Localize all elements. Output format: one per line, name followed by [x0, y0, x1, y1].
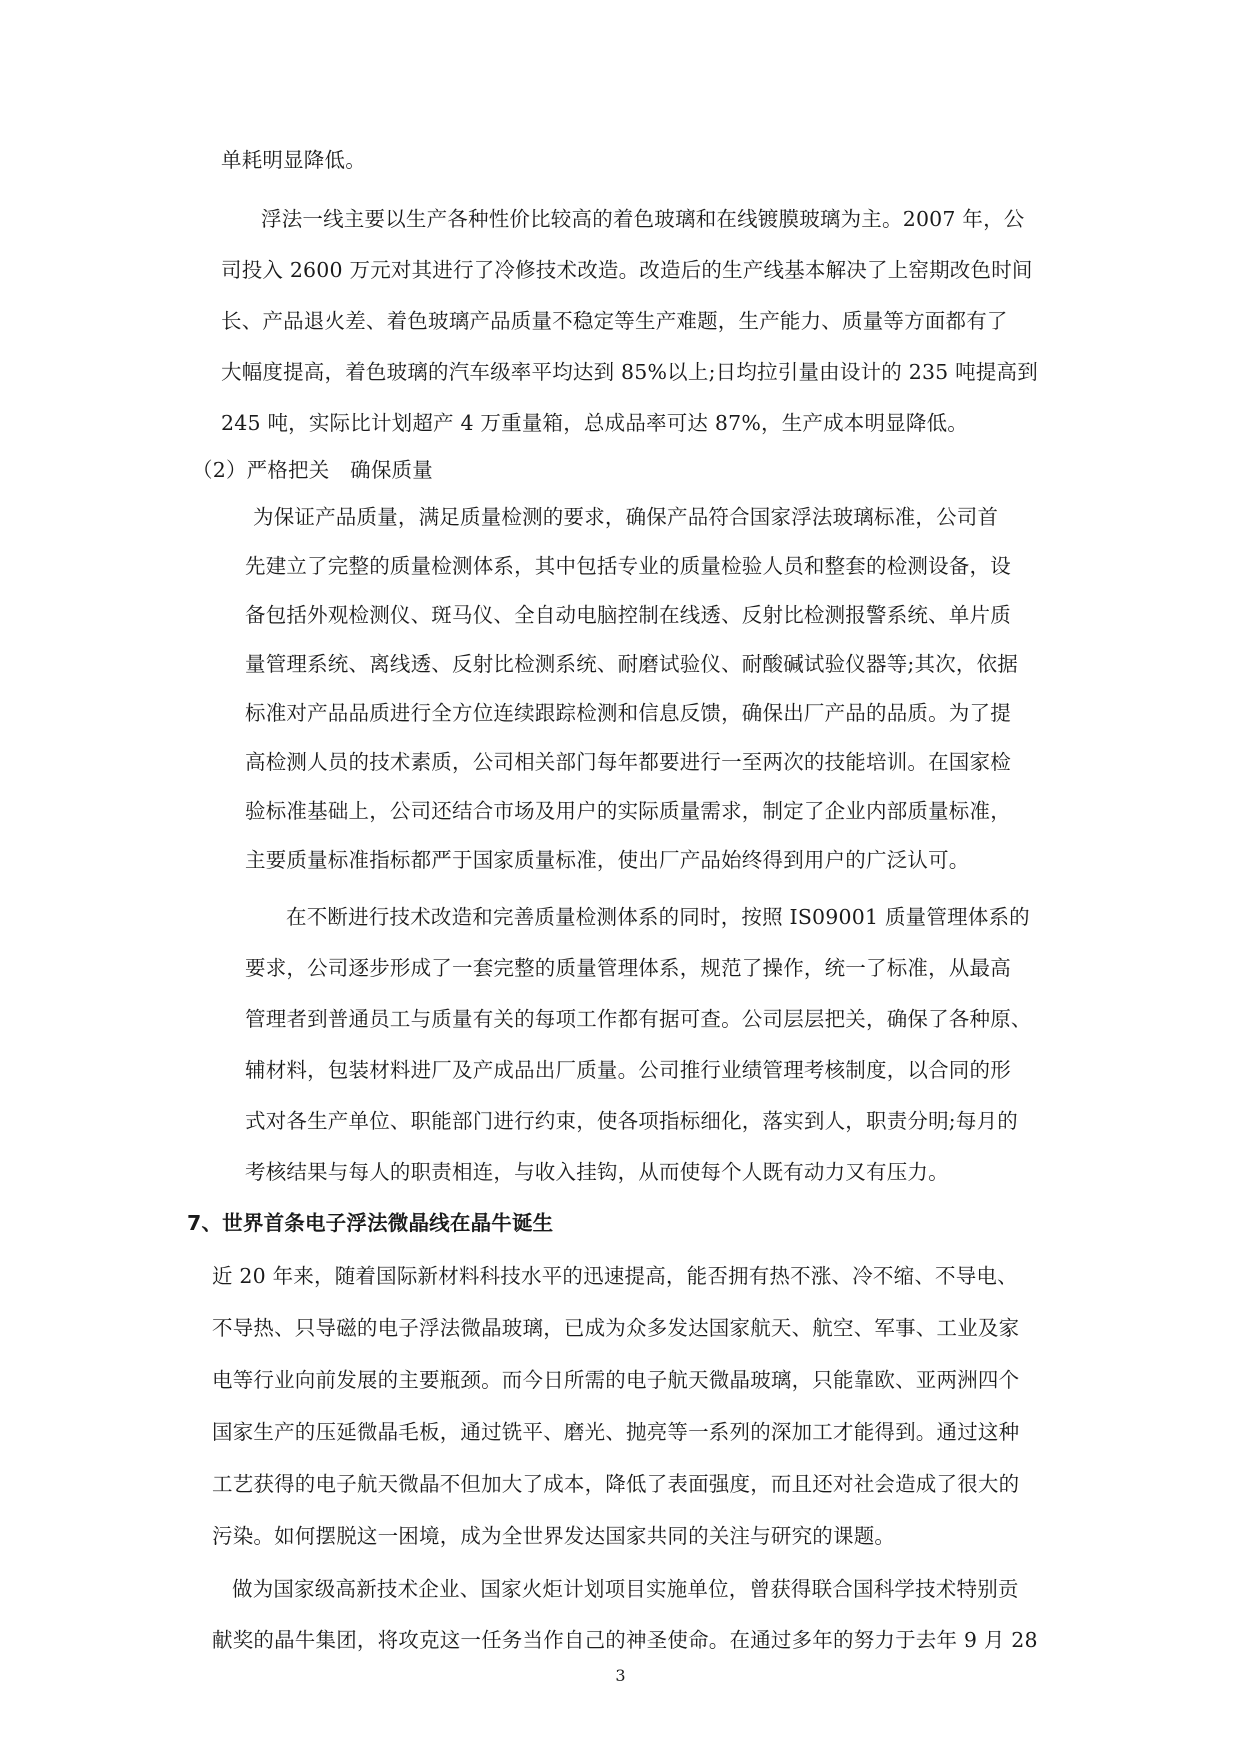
- text-line: 近 20 年来，随着国际新材料科技水平的迅速提高，能否拥有热不涨、冷不缩、不导电、: [212, 1264, 1018, 1288]
- text-line: 量管理系统、离线透、反射比检测系统、耐磨试验仪、耐酸碱试验仪器等;其次，依据: [245, 652, 1019, 676]
- text-line: 污染。如何摆脱这一困境，成为全世界发达国家共同的关注与研究的课题。: [212, 1524, 896, 1548]
- text-line: 主要质量标准指标都严于国家质量标准，使出厂产品始终得到用户的广泛认可。: [245, 848, 970, 872]
- text-line: 高检测人员的技术素质，公司相关部门每年都要进行一至两次的技能培训。在国家检: [245, 750, 1011, 774]
- text-line: 不导热、只导磁的电子浮法微晶玻璃，已成为众多发达国家航天、航空、军事、工业及家: [212, 1316, 1020, 1340]
- text-line: 国家生产的压延微晶毛板，通过铣平、磨光、抛亮等一系列的深加工才能得到。通过这种: [212, 1420, 1020, 1444]
- text-line: 标准对产品品质进行全方位连续跟踪检测和信息反馈，确保出厂产品的品质。为了提: [245, 701, 1011, 725]
- text-line: 验标准基础上，公司还结合市场及用户的实际质量需求，制定了企业内部质量标准，: [245, 799, 1011, 823]
- text-line: 245 吨，实际比计划超产 4 万重量箱，总成品率可达 87%，生产成本明显降低。: [221, 411, 968, 435]
- text-line: 单耗明显降低。: [221, 148, 366, 172]
- text-line: 大幅度提高，着色玻璃的汽车级率平均达到 85%以上;日均拉引量由设计的 235 吨提高到: [221, 360, 1038, 384]
- text-line: 电等行业向前发展的主要瓶颈。而今日所需的电子航天微晶玻璃，只能靠欧、亚两洲四个: [212, 1368, 1020, 1392]
- text-line: 先建立了完整的质量检测体系，其中包括专业的质量检验人员和整套的检测设备，设: [245, 554, 1011, 578]
- text-line: 为保证产品质量，满足质量检测的要求，确保产品符合国家浮法玻璃标准，公司首: [253, 505, 999, 529]
- text-line: 要求，公司逐步形成了一套完整的质量管理体系，规范了操作，统一了标准，从最高: [245, 956, 1011, 980]
- text-line: 献奖的晶牛集团，将攻克这一任务当作自己的神圣使命。在通过多年的努力于去年 9 月 28: [212, 1628, 1038, 1652]
- text-line: 辅材料，包装材料进厂及产成品出厂质量。公司推行业绩管理考核制度，以合同的形: [245, 1058, 1011, 1082]
- text-line: 司投入 2600 万元对其进行了冷修技术改造。改造后的生产线基本解决了上窑期改色时间: [221, 258, 1033, 282]
- text-line: 式对各生产单位、职能部门进行约束，使各项指标细化，落实到人，职责分明;每月的: [245, 1109, 1019, 1133]
- text-line: 做为国家级高新技术企业、国家火炬计划项目实施单位，曾获得联合国科学技术特别贡: [232, 1577, 1019, 1601]
- text-line: 在不断进行技术改造和完善质量检测体系的同时，按照 IS09001 质量管理体系的: [286, 905, 1030, 929]
- page-number: 3: [615, 1666, 626, 1685]
- text-line: 工艺获得的电子航天微晶不但加大了成本，降低了表面强度，而且还对社会造成了很大的: [212, 1472, 1020, 1496]
- text-line: 考核结果与每人的职责相连，与收入挂钩，从而使每个人既有动力又有压力。: [245, 1160, 949, 1184]
- section-title: 7、世界首条电子浮法微晶线在晶牛诞生: [187, 1211, 554, 1235]
- text-line: 备包括外观检测仪、斑马仪、全自动电脑控制在线透、反射比检测报警系统、单片质: [245, 603, 1011, 627]
- text-line: 长、产品退火差、着色玻璃产品质量不稳定等生产难题，生产能力、质量等方面都有了: [221, 309, 1008, 333]
- text-line: 浮法一线主要以生产各种性价比较高的着色玻璃和在线镀膜玻璃为主。2007 年，公: [261, 207, 1025, 231]
- text-line: 管理者到普通员工与质量有关的每项工作都有据可查。公司层层把关，确保了各种原、: [245, 1007, 1032, 1031]
- subsection-title: （2）严格把关 确保质量: [192, 458, 433, 482]
